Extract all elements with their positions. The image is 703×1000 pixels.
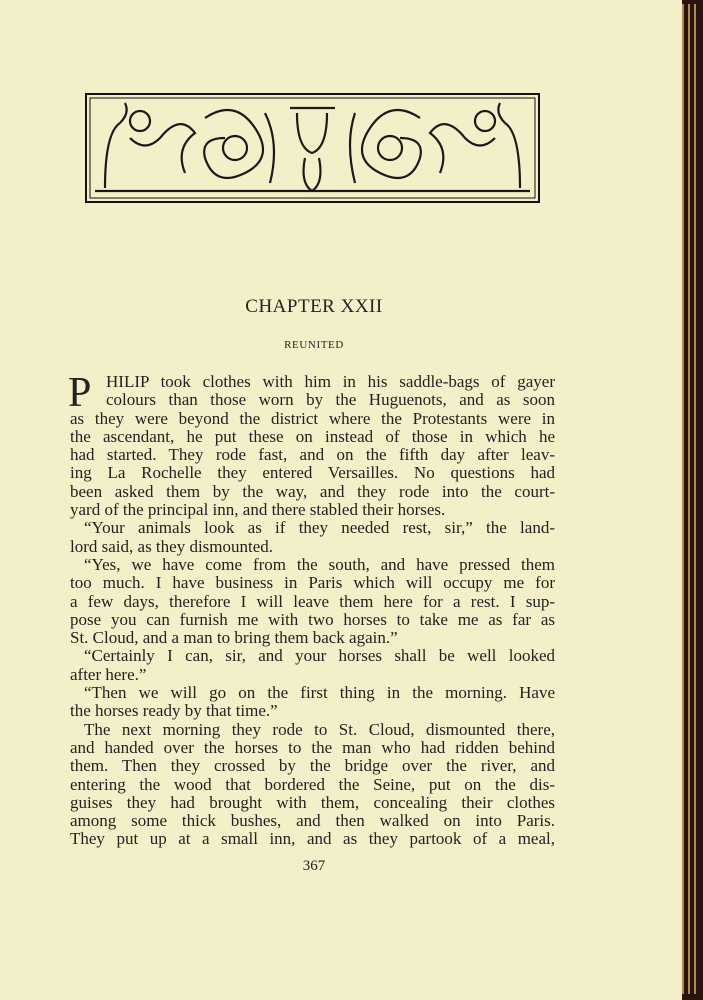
text-line-content: after here.” <box>70 664 147 684</box>
page-edge <box>694 4 696 994</box>
text-line <box>70 739 555 757</box>
text-line-content: been asked them by the way, and they rode into the court- <box>70 481 555 501</box>
text-line <box>70 410 555 428</box>
text-line <box>70 647 555 665</box>
text-line <box>70 757 555 775</box>
text-line-content: had started. They rode fast, and on the fifth day after leav- <box>70 445 555 465</box>
text-line-content: too much. I have business in Paris which will occupy me for <box>70 573 555 593</box>
text-line <box>70 721 555 739</box>
text-line-content: lord said, as they dismounted. <box>70 536 274 556</box>
text-line-content: They put up at a small inn, and as they partook of a meal, <box>70 829 555 849</box>
text-line <box>70 684 555 702</box>
text-line <box>70 611 555 629</box>
text-line <box>70 776 555 794</box>
chapter-title: CHAPTER XXII <box>245 296 383 317</box>
text-line <box>70 574 555 592</box>
text-line-content: yard of the principal inn, and there stabled their horses. <box>70 500 446 520</box>
text-line <box>70 391 555 409</box>
text-line <box>70 446 555 464</box>
text-line-content: colours than those worn by the Huguenots, and as soon <box>106 390 555 410</box>
decorative-headpiece-ornament <box>85 93 540 203</box>
text-line-content: pose you can furnish me with two horses to take me as far as <box>70 609 555 629</box>
text-line-content: St. Cloud, and a man to bring them back again.” <box>70 628 398 648</box>
text-line-content: the ascendant, he put these on instead of those in which he <box>70 426 555 446</box>
text-line <box>70 483 555 501</box>
text-line <box>70 593 555 611</box>
text-line <box>70 464 555 482</box>
text-line-content: “Your animals look as if they needed rest, sir,” the land- <box>84 518 555 538</box>
page-number: 367 <box>302 858 326 874</box>
body-text <box>68 370 555 849</box>
text-line <box>70 702 555 720</box>
chapter-subtitle: REUNITED <box>284 339 344 351</box>
text-line <box>70 830 555 848</box>
text-line-content: “Certainly I can, sir, and your horses shall be well looked <box>84 646 555 666</box>
text-line-content: among some thick bushes, and then walked on into Paris. <box>70 811 555 831</box>
text-line <box>70 373 555 391</box>
text-line <box>70 629 555 647</box>
text-line-content: the horses ready by that time.” <box>70 701 278 721</box>
text-line-content: ing La Rochelle they entered Versailles. No questions had <box>70 463 555 483</box>
text-line <box>70 556 555 574</box>
text-line <box>70 538 555 556</box>
text-line-content: HILIP took clothes with him in his saddle-bags of gayer <box>106 372 555 391</box>
text-line-content: The next morning they rode to St. Cloud, dismounted there, <box>84 719 555 739</box>
text-line <box>70 812 555 830</box>
text-line <box>70 501 555 519</box>
page-edge <box>682 4 684 994</box>
text-line <box>70 666 555 684</box>
text-line-content: guises they had brought with them, concealing their clothes <box>70 792 555 812</box>
text-line-content: “Then we will go on the first thing in the morning. Have <box>84 683 555 703</box>
text-line-content: and handed over the horses to the man who had ridden behind <box>70 737 555 757</box>
text-line <box>70 428 555 446</box>
text-line <box>70 794 555 812</box>
text-line-content: “Yes, we have come from the south, and have pressed them <box>84 554 555 574</box>
text-line-content: entering the wood that bordered the Seine, put on the dis- <box>70 774 555 794</box>
page-edge <box>688 4 690 994</box>
text-line-content: a few days, therefore I will leave them here for a rest. I sup- <box>70 591 555 611</box>
text-line-content: them. Then they crossed by the bridge over the river, and <box>70 756 555 776</box>
text-line-content: as they were beyond the district where the Protestants were in <box>70 408 555 428</box>
text-line <box>70 519 555 537</box>
drop-cap: P <box>68 370 92 416</box>
